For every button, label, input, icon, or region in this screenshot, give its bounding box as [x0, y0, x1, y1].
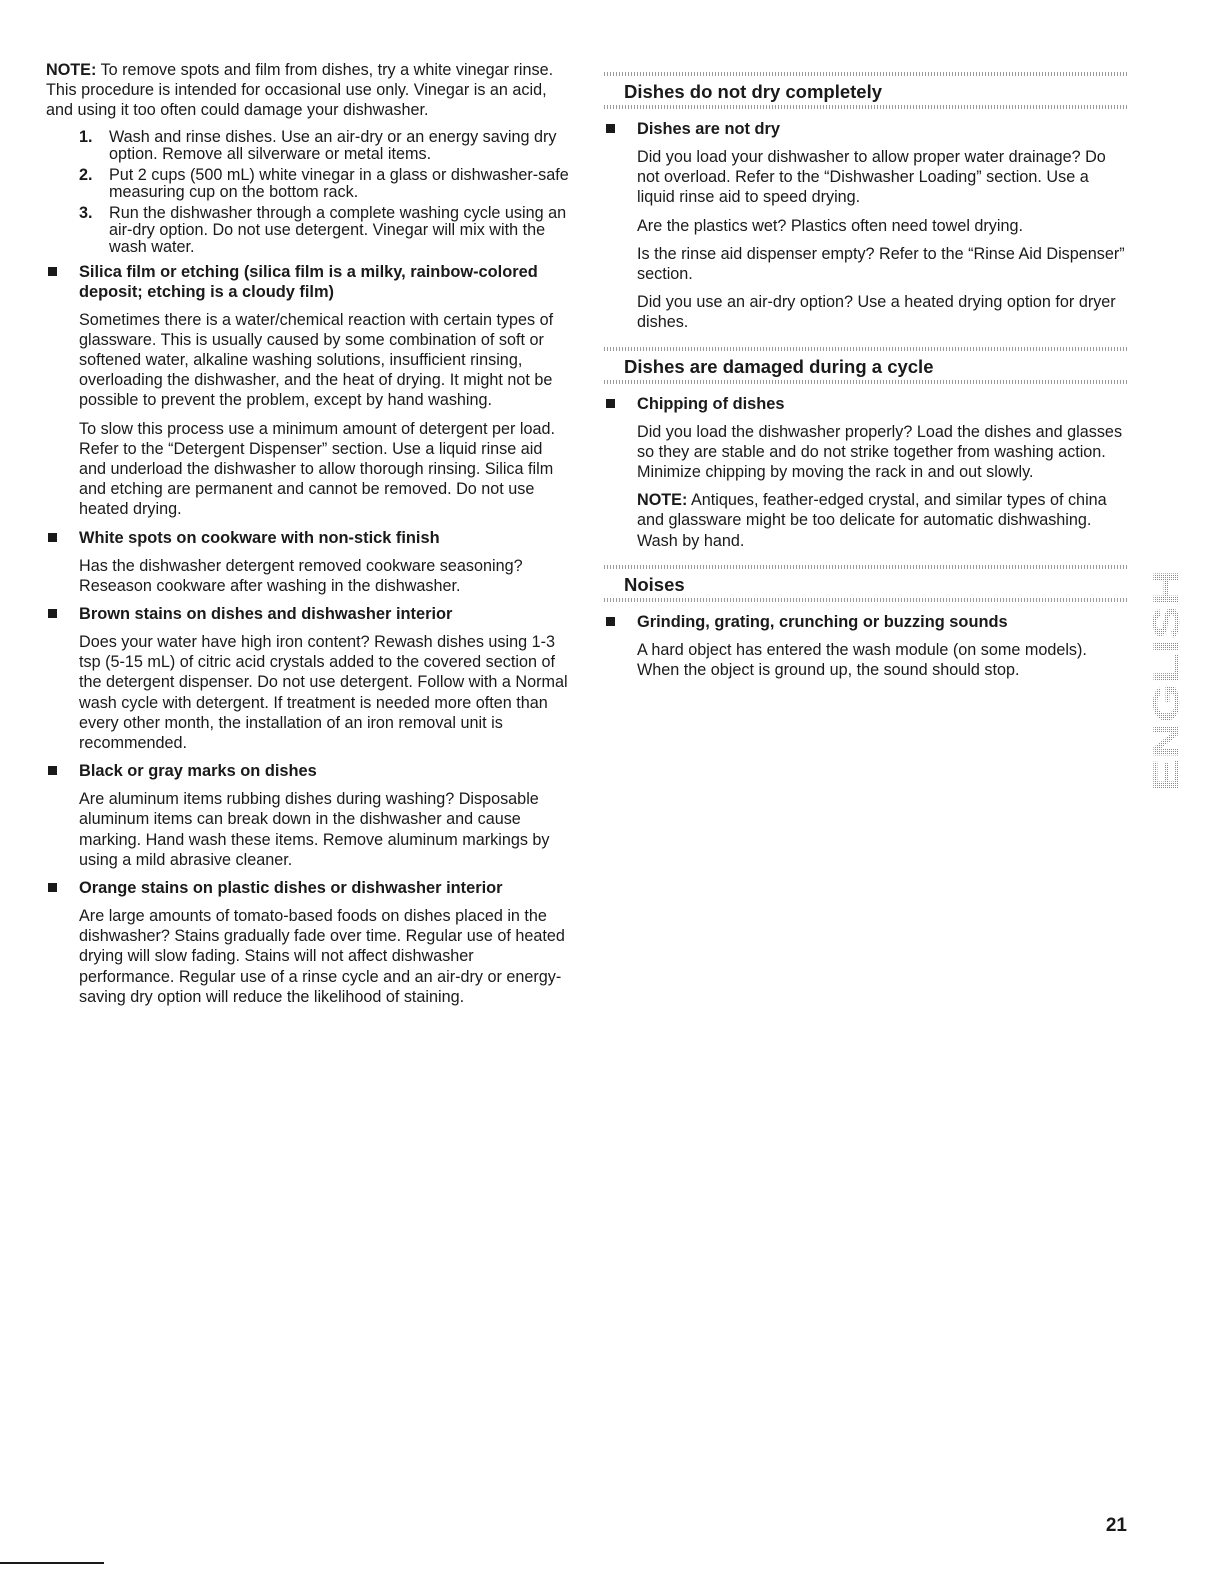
heading-text: Silica film or etching (silica film is a milky, rainbow-colored deposit; etching is a cloudy film) [79, 262, 538, 301]
vinegar-steps-list [46, 129, 572, 256]
silica-paragraph-1: Sometimes there is a water/chemical reaction with certain types of glassware. This is usually caused by some combination of soft or softened water, alkaline washing solutions, insufficient rinsing, overloading the dishwasher, and the heat of drying. It might not be possible to prevent the problem, except by hand washing. [79, 310, 554, 410]
step-number: 1. [79, 127, 93, 146]
bullet-icon [48, 766, 57, 775]
section-title: Dishes are damaged during a cycle [624, 355, 934, 377]
divider [604, 105, 1128, 109]
divider [604, 598, 1128, 602]
section-header-dry [604, 72, 1128, 109]
bullet-icon [48, 883, 57, 892]
left-column [46, 60, 572, 1015]
vinegar-rinse-note [46, 60, 572, 121]
brown-stains-paragraph: Does your water have high iron content? Rewash dishes using 1-3 tsp (5-15 mL) of citric acid crystals added to the covered section of the detergent dispenser. Do not use detergent. Follow with a Normal wash cycle with detergent. If treatment is needed more often than every other month, the installation of an iron removal unit is recommended. [79, 633, 568, 753]
grinding-sounds-heading [604, 612, 1128, 632]
note-label: NOTE: [637, 491, 688, 510]
note-text: Antiques, feather-edged crystal, and similar types of china and glassware might be too delicate for automatic dishwashing. Wash by hand. [637, 491, 1107, 550]
heading-text: Grinding, grating, crunching or buzzing sounds [637, 612, 1008, 631]
bullet-icon [48, 533, 57, 542]
orange-stains-heading [46, 878, 572, 898]
side-tab-text: ENGLISH [1146, 627, 1187, 792]
step-number: 2. [79, 165, 93, 184]
footer-rule [0, 1562, 104, 1564]
white-spots-paragraph: Has the dishwasher detergent removed cookware seasoning? Reseason cookware after washing in the dishwasher. [79, 556, 523, 595]
list-item [79, 129, 572, 163]
step-number: 3. [79, 203, 93, 222]
heading-text: White spots on cookware with non-stick finish [79, 528, 440, 547]
section-header-noises [604, 565, 1128, 602]
orange-stains-paragraph: Are large amounts of tomato-based foods on dishes placed in the dishwasher? Stains gradually fade over time. Regular use of heated drying will slow fading. Stains will not affect dishwasher performance. Regular use of a rinse cycle and an air-dry or energy-saving dry option will reduce the likelihood of staining. [79, 907, 565, 1006]
page-number: 21 [1105, 1515, 1127, 1536]
step-text: Put 2 cups (500 mL) white vinegar in a glass or dishwasher-safe measuring cup on the bottom rack. [109, 165, 569, 201]
list-item [79, 167, 572, 201]
bullet-icon [48, 267, 57, 276]
chipping-paragraph: Did you load the dishwasher properly? Load the dishes and glasses so they are stable and do not strike together from washing action. Minimize chipping by moving the rack in and out slowly. [637, 422, 1123, 482]
step-text: Run the dishwasher through a complete washing cycle using an air-dry option. Do not use detergent. Vinegar will mix with the wash water. [109, 203, 567, 256]
heading-text: Brown stains on dishes and dishwasher interior [79, 605, 453, 624]
step-text: Wash and rinse dishes. Use an air-dry or an energy saving dry option. Remove all silverware or metal items. [109, 127, 557, 163]
note-label: NOTE: [46, 61, 97, 79]
section-title: Dishes do not dry completely [624, 81, 883, 102]
section-title: Noises [624, 573, 685, 595]
silica-film-heading [46, 262, 572, 302]
dry-paragraph-2: Are the plastics wet? Plastics often need towel drying. [637, 216, 1024, 235]
heading-text: Orange stains on plastic dishes or dishwasher interior [79, 879, 503, 898]
heading-text: Dishes are not dry [637, 120, 781, 138]
heading-text: Black or gray marks on dishes [79, 762, 317, 781]
black-marks-paragraph: Are aluminum items rubbing dishes during washing? Disposable aluminum items can break down in the dishwasher and cause marking. Hand wash these items. Remove aluminum markings by using a mild abrasive cleaner. [79, 790, 550, 869]
section-header-damaged [604, 347, 1128, 384]
divider [604, 380, 1128, 384]
note-text: To remove spots and film from dishes, try a white vinegar rinse. This procedure is intended for occasional use only. Vinegar is an acid, and using it too often could damage your dishwasher. [46, 61, 554, 120]
white-spots-heading [46, 528, 572, 548]
bullet-icon [606, 399, 615, 408]
antiques-note [604, 490, 1128, 551]
dry-paragraph-4: Did you use an air-dry option? Use a heated drying option for dryer dishes. [637, 293, 1116, 332]
noises-paragraph: A hard object has entered the wash module (on some models). When the object is ground up, the sound should stop. [637, 640, 1087, 680]
dry-paragraph-3: Is the rinse aid dispenser empty? Refer to the “Rinse Aid Dispenser” section. [637, 244, 1125, 284]
chipping-heading [604, 394, 1128, 414]
silica-paragraph-2: To slow this process use a minimum amount of detergent per load. Refer to the “Detergent Dispenser” section. Use a liquid rinse aid and underload the dishwasher to allow thorough rinsing. Silica film and etching are permanent and cannot be removed. Do not use heated drying. [79, 419, 555, 519]
bullet-icon [48, 609, 57, 618]
bullet-icon [606, 617, 615, 626]
list-item [79, 205, 572, 256]
right-column [604, 66, 1128, 688]
dishes-not-dry-heading [604, 119, 1128, 139]
black-marks-heading [46, 761, 572, 781]
dry-paragraph-1: Did you load your dishwasher to allow proper water drainage? Do not overload. Refer to the “Dishwasher Loading” section. Use a liquid rinse aid to speed drying. [637, 148, 1106, 207]
heading-text: Chipping of dishes [637, 394, 785, 413]
language-side-tab [1146, 566, 1187, 792]
brown-stains-heading [46, 604, 572, 624]
bullet-icon [606, 124, 615, 133]
